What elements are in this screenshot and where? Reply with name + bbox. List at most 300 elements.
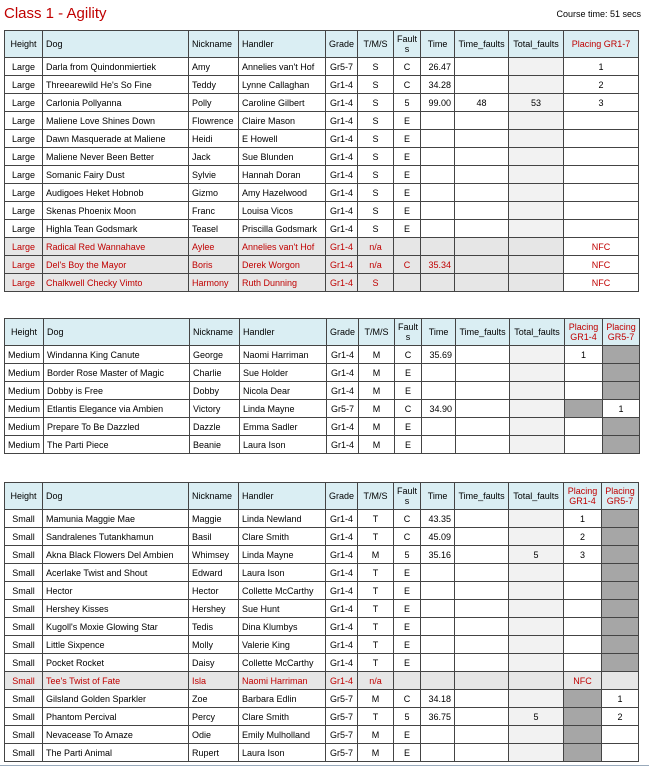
col-faults: Fault s [395, 319, 422, 346]
col-tms: T/M/S [358, 31, 394, 58]
bottom-divider [0, 765, 649, 766]
cell-height: Large [5, 166, 43, 184]
cell-placing-gr14 [564, 726, 602, 744]
col-time: Time [421, 31, 455, 58]
cell-placing-gr57 [602, 582, 639, 600]
cell-faults: C [395, 400, 422, 418]
cell-handler: Dina Klumbys [239, 618, 326, 636]
cell-grade: Gr1-4 [326, 564, 358, 582]
cell-placing [564, 202, 639, 220]
cell-dog: Somanic Fairy Dust [43, 166, 189, 184]
cell-time-faults [455, 256, 509, 274]
cell-tms: M [359, 400, 395, 418]
cell-faults: E [394, 654, 421, 672]
cell-time-faults [455, 528, 509, 546]
cell-handler: Collette McCarthy [239, 654, 326, 672]
cell-height: Small [5, 618, 43, 636]
cell-total-faults [509, 184, 564, 202]
cell-placing-gr57: 1 [603, 400, 640, 418]
cell-height: Large [5, 94, 43, 112]
cell-tms: T [358, 600, 394, 618]
cell-total-faults: 53 [509, 94, 564, 112]
cell-placing [564, 148, 639, 166]
cell-time-faults [455, 184, 509, 202]
cell-time-faults [455, 636, 509, 654]
cell-total-faults [509, 274, 564, 292]
cell-tms: S [358, 184, 394, 202]
cell-height: Small [5, 708, 43, 726]
cell-faults: C [394, 510, 421, 528]
cell-dog: Little Sixpence [43, 636, 189, 654]
cell-time-faults [455, 708, 509, 726]
cell-tms: S [358, 202, 394, 220]
table-row [5, 238, 639, 256]
cell-handler: Ruth Dunning [239, 274, 326, 292]
cell-grade: Gr1-4 [326, 672, 358, 690]
cell-height: Large [5, 130, 43, 148]
cell-placing: 3 [564, 94, 639, 112]
cell-dog: Kugoll's Moxie Glowing Star [43, 618, 189, 636]
cell-nickname: Harmony [189, 274, 239, 292]
cell-faults: C [394, 256, 421, 274]
col-time-faults: Time_faults [456, 319, 510, 346]
cell-placing-gr57 [603, 382, 640, 400]
table-row [5, 690, 639, 708]
cell-dog: Windanna King Canute [44, 346, 190, 364]
cell-placing-gr14 [565, 400, 603, 418]
cell-placing-gr14: 1 [564, 510, 602, 528]
cell-dog: Acerlake Twist and Shout [43, 564, 189, 582]
cell-nickname: Charlie [190, 364, 240, 382]
cell-dog: Skenas Phoenix Moon [43, 202, 189, 220]
cell-placing-gr57 [602, 546, 639, 564]
cell-placing-gr57 [602, 510, 639, 528]
cell-height: Large [5, 238, 43, 256]
cell-faults: E [394, 184, 421, 202]
cell-placing-gr14 [565, 418, 603, 436]
cell-height: Small [5, 564, 43, 582]
cell-tms: S [358, 166, 394, 184]
cell-total-faults [509, 256, 564, 274]
cell-tms: M [358, 744, 394, 762]
cell-dog: Hector [43, 582, 189, 600]
cell-faults: E [394, 112, 421, 130]
cell-placing-gr14 [564, 636, 602, 654]
cell-handler: Emma Sadler [240, 418, 327, 436]
cell-placing [564, 184, 639, 202]
cell-time [422, 382, 456, 400]
col-grade: Grade [326, 483, 358, 510]
cell-placing-gr14 [564, 654, 602, 672]
cell-faults: C [394, 528, 421, 546]
cell-nickname: Isla [189, 672, 239, 690]
cell-height: Small [5, 744, 43, 762]
cell-total-faults [509, 528, 564, 546]
cell-faults: E [394, 726, 421, 744]
table-row [5, 184, 639, 202]
cell-grade: Gr1-4 [326, 618, 358, 636]
cell-placing-gr14 [565, 364, 603, 382]
cell-nickname: Maggie [189, 510, 239, 528]
cell-nickname: Beanie [190, 436, 240, 454]
cell-time: 35.34 [421, 256, 455, 274]
col-time-faults: Time_faults [455, 483, 509, 510]
cell-time [421, 274, 455, 292]
cell-nickname: Odie [189, 726, 239, 744]
cell-faults: E [395, 418, 422, 436]
cell-nickname: Teddy [189, 76, 239, 94]
cell-tms: T [358, 708, 394, 726]
small-results-table [4, 482, 639, 762]
cell-tms: n/a [358, 238, 394, 256]
cell-tms: S [358, 130, 394, 148]
cell-grade: Gr5-7 [326, 726, 358, 744]
cell-time [422, 418, 456, 436]
cell-time [421, 202, 455, 220]
cell-dog: Carlonia Pollyanna [43, 94, 189, 112]
cell-handler: E Howell [239, 130, 326, 148]
cell-faults: E [395, 364, 422, 382]
cell-tms: S [358, 76, 394, 94]
cell-grade: Gr1-4 [327, 418, 359, 436]
table-row [5, 256, 639, 274]
cell-time-faults [455, 564, 509, 582]
cell-height: Medium [5, 364, 44, 382]
table-row [5, 636, 639, 654]
cell-dog: Gilsland Golden Sparkler [43, 690, 189, 708]
cell-placing-gr57 [602, 636, 639, 654]
cell-placing-gr14 [564, 618, 602, 636]
table-row [5, 94, 639, 112]
table-row [5, 582, 639, 600]
cell-nickname: Tedis [189, 618, 239, 636]
cell-dog: Tee's Twist of Fate [43, 672, 189, 690]
cell-time: 99.00 [421, 94, 455, 112]
cell-nickname: Percy [189, 708, 239, 726]
cell-faults: C [394, 690, 421, 708]
cell-height: Small [5, 654, 43, 672]
cell-time [421, 672, 455, 690]
cell-time-faults [455, 238, 509, 256]
cell-height: Large [5, 256, 43, 274]
cell-time-faults [455, 76, 509, 94]
cell-time-faults [455, 726, 509, 744]
cell-tms: T [358, 654, 394, 672]
cell-time-faults [455, 600, 509, 618]
cell-placing-gr14: 1 [565, 346, 603, 364]
cell-placing-gr57 [602, 744, 639, 762]
cell-time [421, 130, 455, 148]
col-total-faults: Total_faults [509, 31, 564, 58]
cell-handler: Sue Blunden [239, 148, 326, 166]
cell-nickname: Boris [189, 256, 239, 274]
cell-tms: S [358, 220, 394, 238]
cell-height: Large [5, 202, 43, 220]
cell-dog: Prepare To Be Dazzled [44, 418, 190, 436]
cell-total-faults [510, 418, 565, 436]
cell-faults: E [395, 436, 422, 454]
cell-height: Small [5, 672, 43, 690]
col-handler: Handler [240, 319, 327, 346]
cell-height: Medium [5, 400, 44, 418]
cell-grade: Gr1-4 [326, 528, 358, 546]
cell-total-faults [509, 58, 564, 76]
cell-time: 34.18 [421, 690, 455, 708]
cell-time-faults [456, 436, 510, 454]
cell-handler: Claire Mason [239, 112, 326, 130]
col-grade: Grade [327, 319, 359, 346]
cell-time-faults [455, 148, 509, 166]
cell-placing [564, 130, 639, 148]
cell-grade: Gr1-4 [326, 600, 358, 618]
cell-dog: Maliene Never Been Better [43, 148, 189, 166]
cell-grade: Gr1-4 [326, 510, 358, 528]
col-total-faults: Total_faults [510, 319, 565, 346]
cell-handler: Laura Ison [239, 564, 326, 582]
cell-tms: T [358, 636, 394, 654]
cell-handler: Barbara Edlin [239, 690, 326, 708]
col-nickname: Nickname [189, 483, 239, 510]
cell-time [422, 436, 456, 454]
cell-height: Small [5, 690, 43, 708]
cell-time [421, 166, 455, 184]
cell-height: Large [5, 184, 43, 202]
large-results-table [4, 30, 639, 292]
cell-time: 35.16 [421, 546, 455, 564]
cell-nickname: George [190, 346, 240, 364]
cell-total-faults [509, 76, 564, 94]
cell-handler: Louisa Vicos [239, 202, 326, 220]
table-row [5, 148, 639, 166]
cell-grade: Gr5-7 [326, 690, 358, 708]
cell-height: Large [5, 58, 43, 76]
cell-grade: Gr1-4 [326, 76, 358, 94]
cell-faults: E [394, 202, 421, 220]
cell-nickname: Franc [189, 202, 239, 220]
cell-total-faults [509, 618, 564, 636]
col-nickname: Nickname [189, 31, 239, 58]
cell-grade: Gr1-4 [327, 382, 359, 400]
cell-total-faults [509, 654, 564, 672]
cell-nickname: Hector [189, 582, 239, 600]
cell-time [421, 148, 455, 166]
cell-time [421, 582, 455, 600]
cell-time-faults [455, 58, 509, 76]
cell-height: Small [5, 600, 43, 618]
cell-time [421, 654, 455, 672]
cell-tms: M [359, 436, 395, 454]
cell-faults: E [394, 636, 421, 654]
cell-total-faults [509, 582, 564, 600]
cell-dog: Etlantis Elegance via Ambien [44, 400, 190, 418]
cell-total-faults [509, 690, 564, 708]
cell-tms: T [358, 618, 394, 636]
col-time: Time [421, 483, 455, 510]
cell-tms: T [358, 528, 394, 546]
cell-placing-gr57 [603, 436, 640, 454]
table-row [5, 726, 639, 744]
cell-time: 43.35 [421, 510, 455, 528]
cell-grade: Gr1-4 [327, 364, 359, 382]
cell-dog: Pocket Rocket [43, 654, 189, 672]
col-height: Height [5, 483, 43, 510]
col-placing-gr14: Placing GR1-4 [565, 319, 603, 346]
cell-height: Small [5, 726, 43, 744]
cell-time-faults [455, 274, 509, 292]
cell-height: Large [5, 112, 43, 130]
col-placing-gr57: Placing GR5-7 [602, 483, 639, 510]
table-row [5, 382, 640, 400]
cell-total-faults [509, 166, 564, 184]
cell-nickname: Edward [189, 564, 239, 582]
page-title: Class 1 - Agility [4, 5, 107, 22]
table-row [5, 436, 640, 454]
cell-nickname: Heidi [189, 130, 239, 148]
cell-time [421, 564, 455, 582]
cell-total-faults [509, 148, 564, 166]
cell-faults [394, 274, 421, 292]
col-tms: T/M/S [358, 483, 394, 510]
cell-nickname: Zoe [189, 690, 239, 708]
cell-faults: C [394, 76, 421, 94]
cell-total-faults [510, 436, 565, 454]
cell-height: Large [5, 76, 43, 94]
cell-faults: E [394, 618, 421, 636]
cell-grade: Gr1-4 [326, 636, 358, 654]
cell-placing-gr14 [564, 564, 602, 582]
cell-total-faults [509, 672, 564, 690]
cell-handler: Nicola Dear [240, 382, 327, 400]
cell-dog: Del's Boy the Mayor [43, 256, 189, 274]
cell-handler: Emily Mulholland [239, 726, 326, 744]
table-row [5, 166, 639, 184]
col-time-faults: Time_faults [455, 31, 509, 58]
table-row [5, 364, 640, 382]
cell-time-faults [456, 364, 510, 382]
cell-grade: Gr1-4 [326, 184, 358, 202]
cell-time-faults [455, 130, 509, 148]
table-row [5, 130, 639, 148]
cell-height: Medium [5, 436, 44, 454]
cell-placing-gr14: 3 [564, 546, 602, 564]
cell-placing: 2 [564, 76, 639, 94]
cell-nickname: Dazzle [190, 418, 240, 436]
cell-faults: E [394, 130, 421, 148]
col-placing-gr57: Placing GR5-7 [603, 319, 640, 346]
cell-handler: Sue Holder [240, 364, 327, 382]
table-row [5, 672, 639, 690]
cell-grade: Gr1-4 [327, 436, 359, 454]
cell-time-faults [456, 400, 510, 418]
cell-tms: M [359, 382, 395, 400]
cell-placing-gr14 [564, 690, 602, 708]
cell-placing [564, 220, 639, 238]
cell-height: Small [5, 510, 43, 528]
cell-time-faults [455, 582, 509, 600]
cell-faults: E [394, 220, 421, 238]
cell-time [421, 726, 455, 744]
cell-dog: Audigoes Heket Hobnob [43, 184, 189, 202]
cell-height: Medium [5, 382, 44, 400]
cell-placing-gr57 [602, 564, 639, 582]
table-row [5, 654, 639, 672]
cell-time [421, 112, 455, 130]
cell-total-faults: 5 [509, 708, 564, 726]
cell-grade: Gr1-4 [326, 202, 358, 220]
cell-time-faults [455, 202, 509, 220]
cell-time-faults [455, 690, 509, 708]
col-handler: Handler [239, 31, 326, 58]
cell-time-faults [455, 112, 509, 130]
table-row [5, 418, 640, 436]
col-height: Height [5, 31, 43, 58]
col-grade: Grade [326, 31, 358, 58]
col-time: Time [422, 319, 456, 346]
cell-tms: T [358, 582, 394, 600]
cell-total-faults [510, 382, 565, 400]
col-dog: Dog [44, 319, 190, 346]
cell-tms: M [359, 418, 395, 436]
cell-placing-gr14 [564, 744, 602, 762]
course-time: Course time: 51 secs [556, 9, 641, 19]
cell-time [421, 220, 455, 238]
table-row [5, 600, 639, 618]
cell-placing: 1 [564, 58, 639, 76]
cell-grade: Gr1-4 [326, 654, 358, 672]
cell-placing [564, 112, 639, 130]
table-row [5, 220, 639, 238]
table-row [5, 528, 639, 546]
cell-placing-gr14 [565, 382, 603, 400]
cell-nickname: Basil [189, 528, 239, 546]
cell-handler: Naomi Harriman [239, 672, 326, 690]
cell-handler: Hannah Doran [239, 166, 326, 184]
cell-placing-gr57 [602, 528, 639, 546]
cell-height: Medium [5, 418, 44, 436]
cell-nickname: Flowrence [189, 112, 239, 130]
cell-faults: C [395, 346, 422, 364]
cell-height: Small [5, 636, 43, 654]
cell-total-faults [510, 364, 565, 382]
cell-placing-gr14 [564, 582, 602, 600]
cell-handler: Linda Mayne [239, 546, 326, 564]
cell-grade: Gr5-7 [327, 400, 359, 418]
table-row [5, 202, 639, 220]
cell-handler: Naomi Harriman [240, 346, 327, 364]
cell-dog: Radical Red Wannahave [43, 238, 189, 256]
cell-handler: Caroline Gilbert [239, 94, 326, 112]
table-row [5, 400, 640, 418]
cell-placing [564, 166, 639, 184]
cell-placing: NFC [564, 256, 639, 274]
cell-nickname: Daisy [189, 654, 239, 672]
col-height: Height [5, 319, 44, 346]
cell-handler: Sue Hunt [239, 600, 326, 618]
cell-dog: Akna Black Flowers Del Ambien [43, 546, 189, 564]
cell-total-faults [509, 744, 564, 762]
table-row [5, 274, 639, 292]
cell-time [421, 618, 455, 636]
cell-placing: NFC [564, 274, 639, 292]
cell-grade: Gr1-4 [326, 148, 358, 166]
col-dog: Dog [43, 483, 189, 510]
table-row [5, 618, 639, 636]
cell-nickname: Sylvie [189, 166, 239, 184]
cell-faults: 5 [394, 94, 421, 112]
cell-faults: 5 [394, 546, 421, 564]
cell-grade: Gr1-4 [326, 546, 358, 564]
medium-results-table [4, 318, 640, 454]
